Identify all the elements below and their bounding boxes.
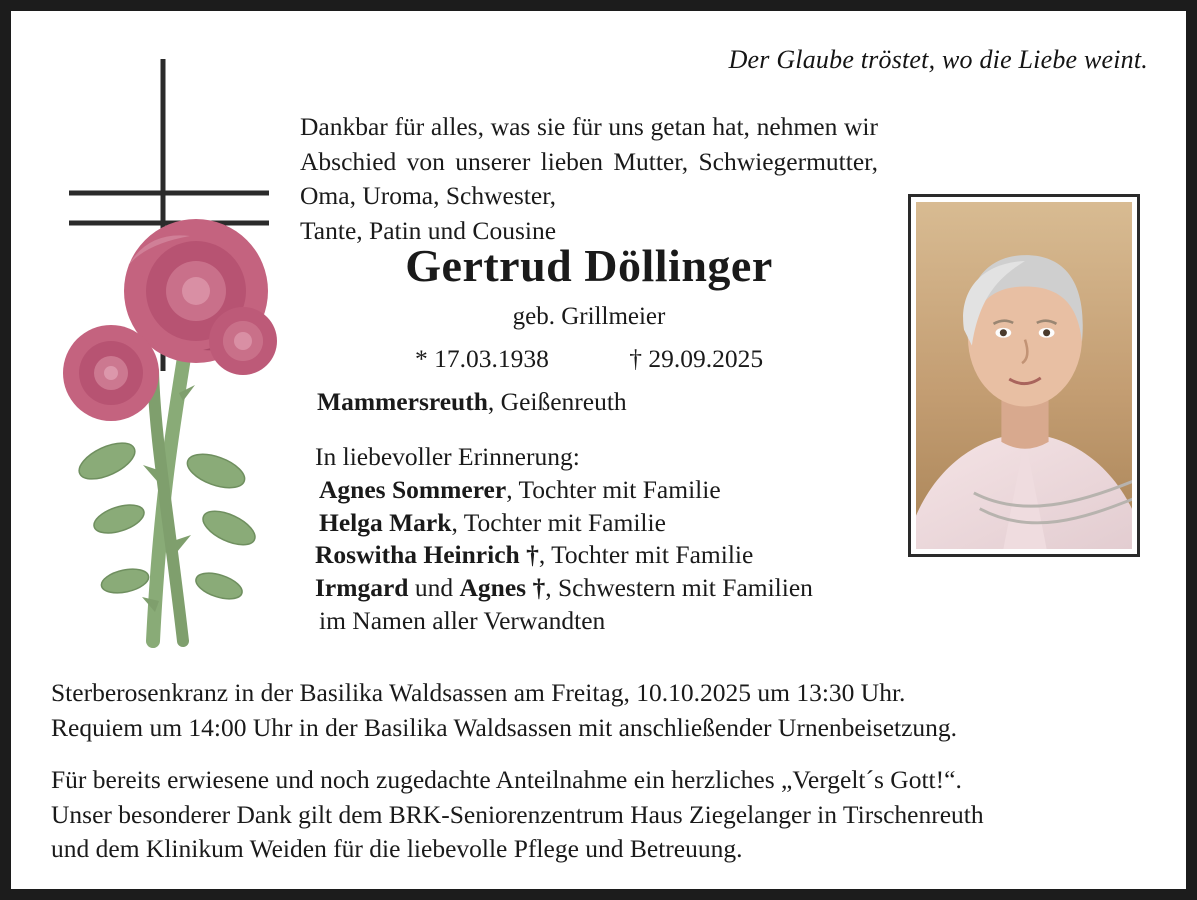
mourner-relation: , Schwestern mit Familien [545, 573, 813, 603]
intro-line-2: unserer lieben Mutter, Schwiegermutter, Oma, Uroma, Schwester, [300, 146, 879, 211]
mourner-relation: , Tochter mit Familie [506, 474, 721, 504]
portrait-frame [908, 194, 1140, 557]
mourner-row [315, 507, 915, 540]
maiden-name: geb. Grillmeier [512, 303, 666, 330]
memory-heading: In liebevoller Erinnerung: [315, 442, 580, 471]
mourner-name: Agnes Sommerer [319, 474, 507, 504]
cross-with-roses-illustration [33, 41, 303, 661]
place-secondary: , Geißenreuth [487, 387, 627, 416]
place-primary: Mammersreuth [317, 387, 488, 416]
mourners-closing: im Namen aller Verwandten [319, 605, 606, 635]
mourner-name: Irmgard [315, 573, 409, 603]
mourner-name: Roswitha Heinrich † [315, 540, 539, 570]
mourner-name: Helga Mark [319, 507, 452, 537]
mourner-row [315, 572, 915, 605]
motto-text: Der Glaube tröstet, wo die Liebe weint. [728, 45, 1148, 74]
portrait-photo-elderly-woman [916, 202, 1132, 549]
thanks-line-3: und dem Klinikum Weiden für die liebevolle Pflege und Betreuung. [51, 834, 743, 864]
mourners-block [315, 441, 915, 638]
notice-inner-frame [9, 9, 1188, 891]
service-info [51, 676, 1161, 745]
mourner-row [315, 539, 915, 572]
deceased-name: Gertrud Döllinger [405, 240, 773, 291]
mourner-conjunction: und [408, 573, 460, 603]
mourner-relation: , Tochter mit Familie [451, 507, 666, 537]
service-line-2: Requiem um 14:00 Uhr in der Basilika Waldsassen mit anschließender Urnenbeisetzung. [51, 712, 958, 742]
intro-line-3: Tante, Patin und Cousine [300, 216, 557, 246]
thanks-line-1: Für bereits erwiesene und noch zugedachte Anteilnahme ein herzliches „Vergelt´s Gott!“. [51, 765, 962, 794]
birth-date: * 17.03.1938 [414, 344, 549, 373]
mourner-row [315, 474, 915, 507]
service-line-1: Sterberosenkranz in der Basilika Waldsassen am Freitag, 10.10.2025 um 13:30 Uhr. [51, 678, 906, 707]
thanks-line-2: Unser besonderer Dank gilt dem BRK-Seniorenzentrum Haus Ziegelanger in Tirschenreuth [51, 799, 984, 829]
thanks-paragraph [51, 763, 1169, 867]
mourner-name-second: Agnes † [459, 573, 546, 603]
death-date: † 29.09.2025 [629, 344, 764, 373]
intro-line-1: Dankbar für alles, was sie für uns getan hat, nehmen wir Abschied von [300, 112, 878, 176]
intro-paragraph [300, 110, 878, 249]
places [317, 387, 627, 417]
mourner-relation: , Tochter mit Familie [538, 540, 754, 570]
life-dates [300, 344, 878, 374]
